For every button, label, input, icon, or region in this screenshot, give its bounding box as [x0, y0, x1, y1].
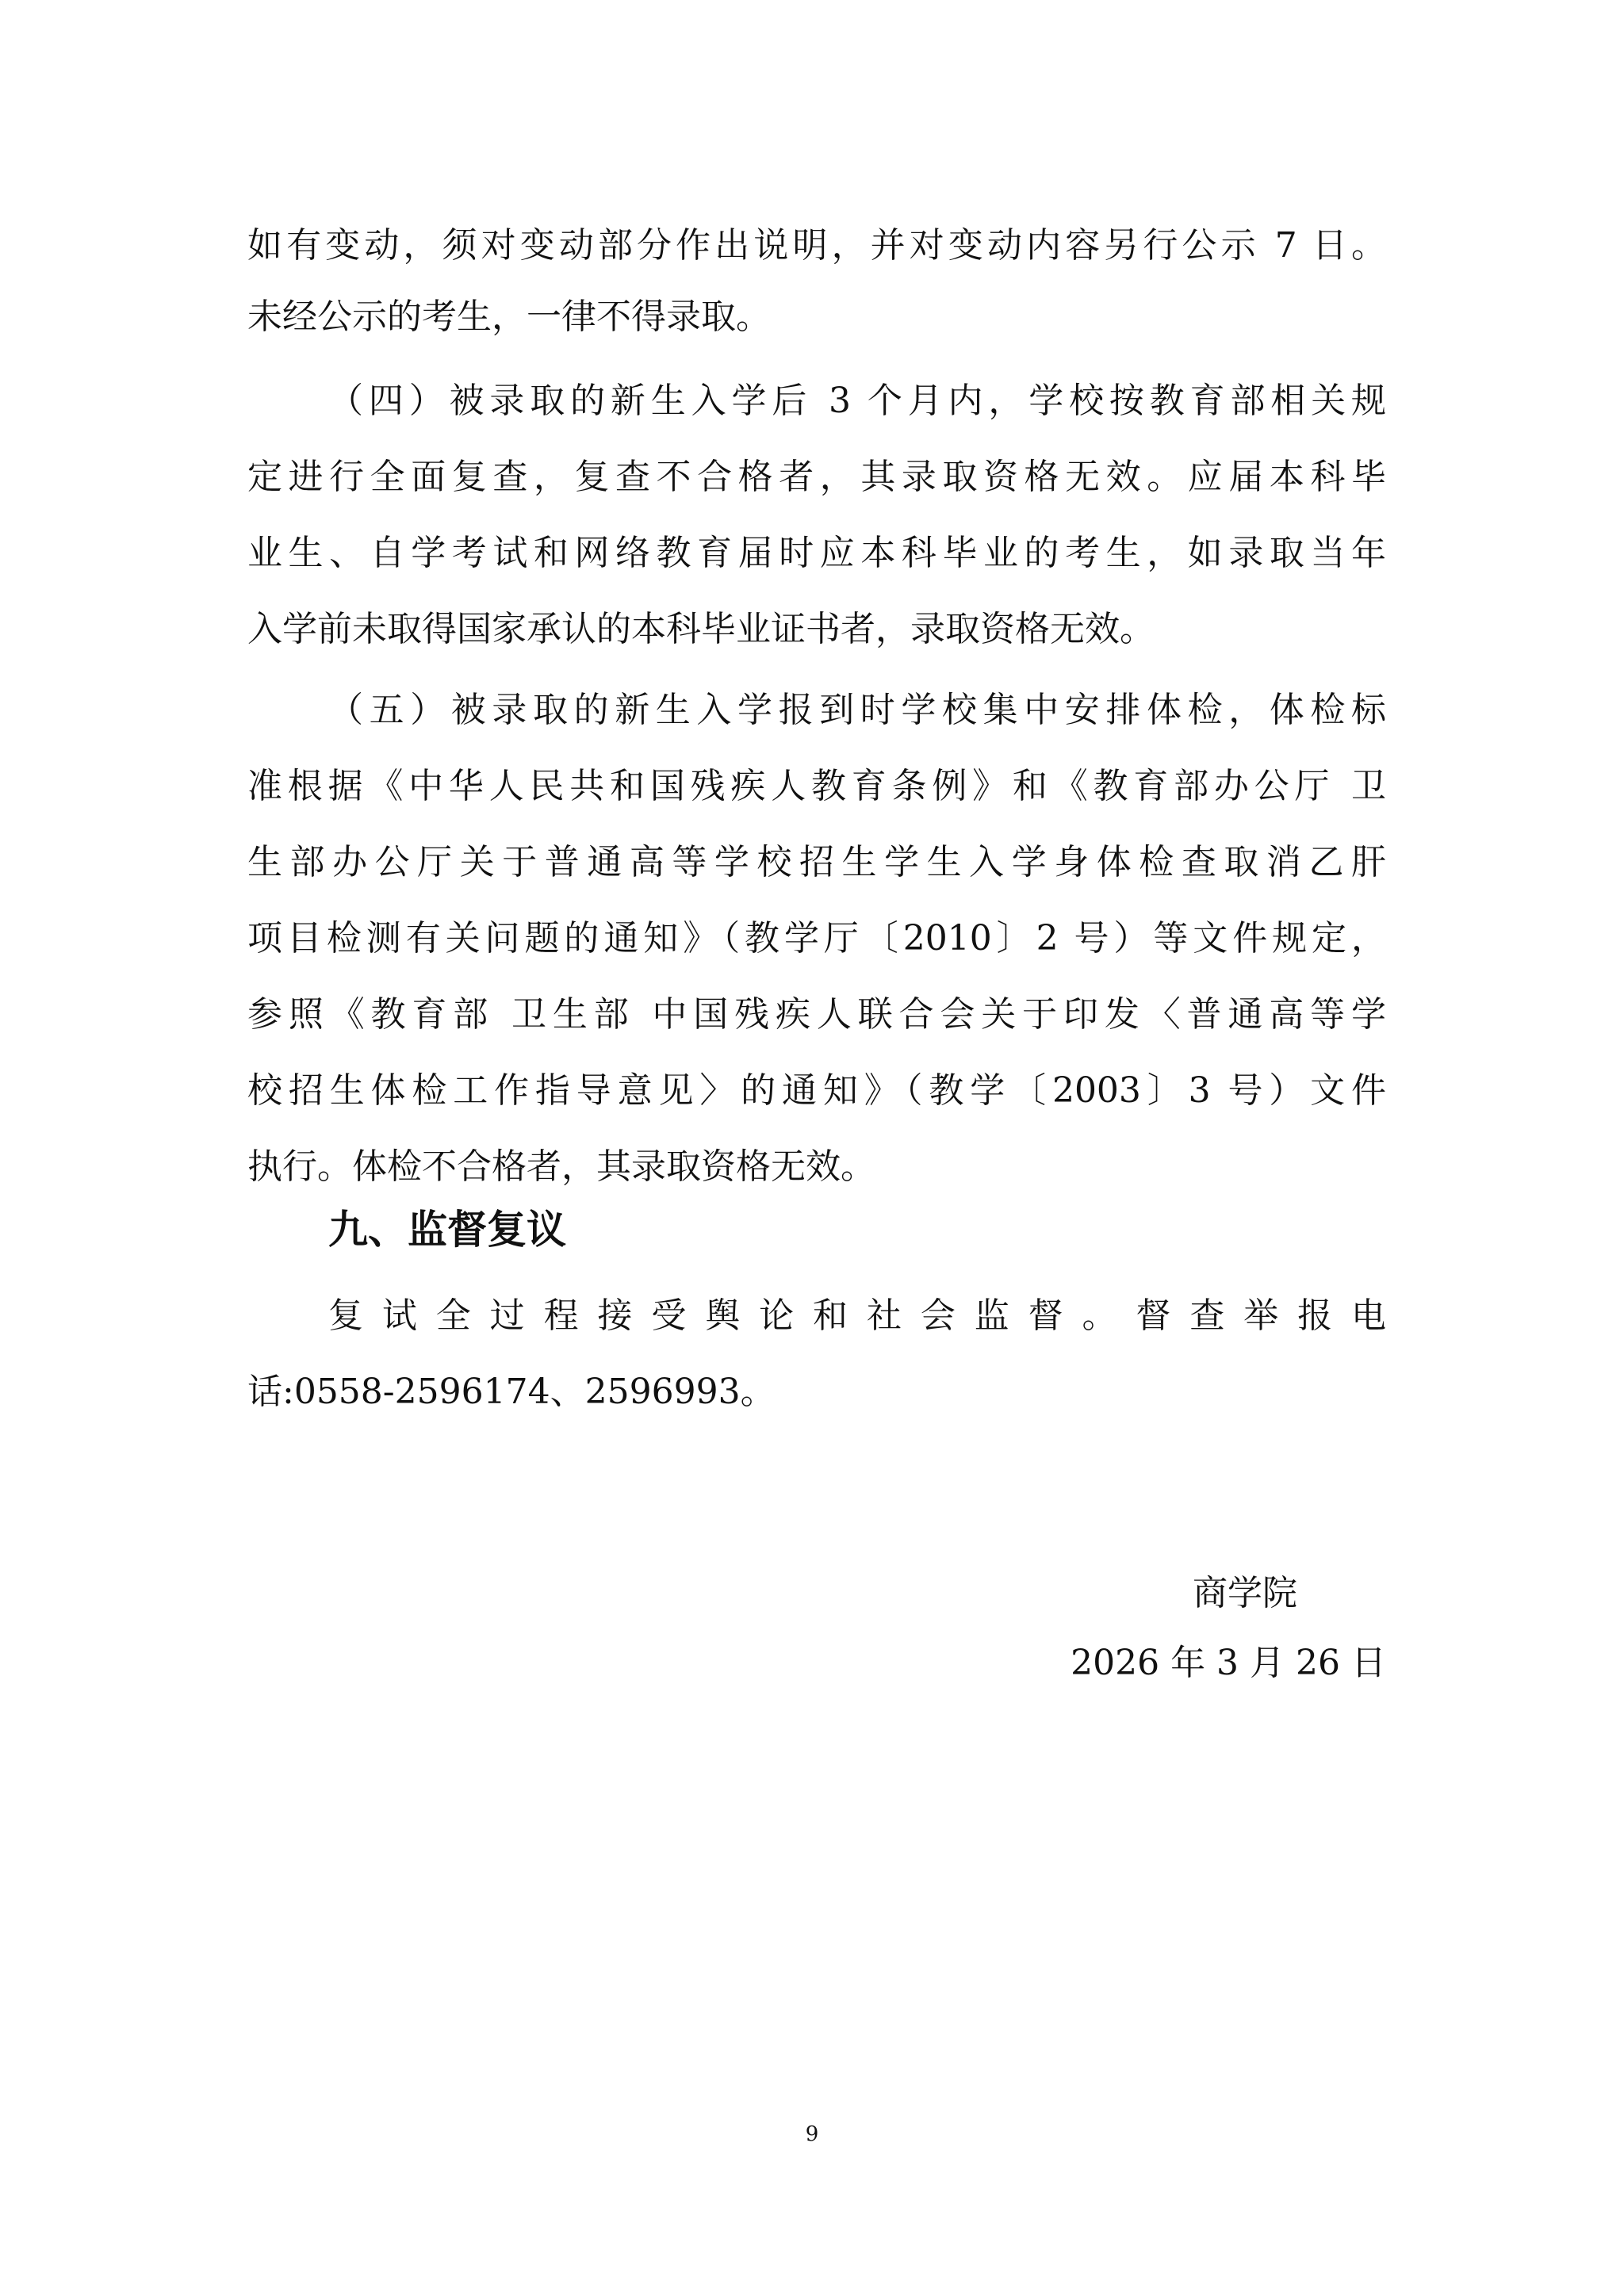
paragraph-line: 复试全过程接受舆论和社会监督。督查举报电	[328, 1295, 1386, 1336]
paragraph-line: 参照《教育部 卫生部 中国残疾人联合会关于印发〈普通高等学	[247, 994, 1386, 1035]
paragraph-line: 业生、自学考试和网络教育届时应本科毕业的考生，如录取当年	[247, 533, 1386, 573]
paragraph-line: 话:0558-2596174、2596993。	[247, 1372, 776, 1412]
paragraph-line: 如有变动，须对变动部分作出说明，并对变动内容另行公示 7 日。	[247, 225, 1386, 266]
paragraph-line: （五）被录取的新生入学报到时学校集中安排体检，体检标	[328, 690, 1386, 730]
signature-org: 商学院	[1193, 1573, 1297, 1613]
paragraph-line: 执行。体检不合格者，其录取资格无效。	[247, 1146, 875, 1187]
paragraph-line: 入学前未取得国家承认的本科毕业证书者，录取资格无效。	[247, 609, 1155, 649]
paragraph-line: 定进行全面复查，复查不合格者，其录取资格无效。应届本科毕	[247, 457, 1386, 497]
paragraph-line: 未经公示的考生，一律不得录取。	[247, 297, 771, 337]
paragraph-line: （四）被录取的新生入学后 3 个月内，学校按教育部相关规	[328, 381, 1386, 421]
page-number: 9	[805, 2122, 819, 2146]
paragraph-line: 校招生体检工作指导意见〉的通知》（教学〔2003〕3 号）文件	[247, 1070, 1386, 1111]
paragraph-line: 项目检测有关问题的通知》（教学厅〔2010〕2 号）等文件规定，	[247, 918, 1386, 959]
signature-date: 2026 年 3 月 26 日	[1071, 1643, 1386, 1683]
section-heading: 九、监督复议	[328, 1206, 566, 1253]
paragraph-line: 生部办公厅关于普通高等学校招生学生入学身体检查取消乙肝	[247, 842, 1386, 882]
paragraph-line: 准根据《中华人民共和国残疾人教育条例》和《教育部办公厅 卫	[247, 766, 1386, 806]
